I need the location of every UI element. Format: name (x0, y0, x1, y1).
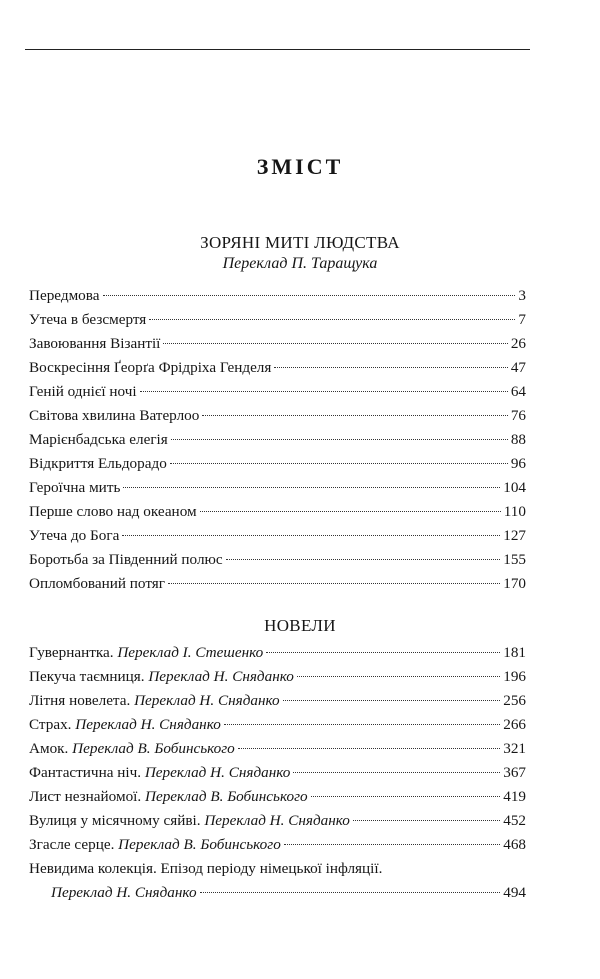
toc-entry[interactable] (29, 356, 526, 380)
section-subtitle: Переклад П. Таращука (222, 255, 378, 272)
leader-dots (200, 892, 501, 893)
entry-page: 170 (503, 575, 526, 592)
section-header-2 (0, 616, 600, 636)
toc-entry[interactable] (29, 833, 526, 857)
entry-page: 127 (503, 527, 526, 544)
entry-translator: Переклад Н. Сняданко (148, 668, 294, 685)
leader-dots (353, 820, 500, 821)
toc-entry[interactable] (29, 284, 526, 308)
entry-page: 155 (503, 551, 526, 568)
entry-translator: Переклад В. Бобинського (118, 836, 281, 853)
entry-title: Літня новелета. (29, 692, 131, 709)
entry-title: Героїчна мить (29, 479, 121, 496)
entry-page: 266 (503, 716, 526, 733)
entry-title: Завоювання Візантії (29, 335, 161, 352)
toc-entry[interactable] (29, 572, 526, 596)
section-header-1 (0, 233, 600, 273)
entry-page: 96 (510, 455, 526, 472)
toc-entry[interactable] (29, 737, 526, 761)
leader-dots (283, 700, 501, 701)
entry-title: Невидима колекція. Епізод періоду німецької інфляції. (29, 860, 383, 877)
entry-title: Вулиця у місячному сяйві. (29, 812, 201, 829)
leader-dots (274, 367, 507, 368)
entry-page: 494 (503, 884, 526, 901)
entry-translator: Переклад Н. Сняданко (144, 764, 291, 781)
toc-entry[interactable] (29, 308, 526, 332)
entry-title: Згасле серце. (29, 836, 115, 853)
toc-entry[interactable] (29, 809, 526, 833)
entry-title: Світова хвилина Ватерлоо (29, 407, 200, 424)
section-title: ЗОРЯНІ МИТІ ЛЮДСТВА (200, 233, 400, 252)
leader-dots (238, 748, 500, 749)
entry-title: Перше слово над океаном (29, 503, 197, 520)
leader-dots (140, 391, 508, 392)
leader-dots (297, 676, 500, 677)
entry-title: Воскресіння Ґеорґа Фрідріха Генделя (29, 359, 272, 376)
entry-translator: Переклад Н. Сняданко (134, 692, 280, 709)
toc-entry[interactable] (29, 713, 526, 737)
entry-page: 256 (503, 692, 526, 709)
leader-dots (171, 439, 508, 440)
entry-page: 468 (503, 836, 526, 853)
leader-dots (202, 415, 507, 416)
leader-dots (226, 559, 501, 560)
entry-translator: Переклад Н. Сняданко (51, 884, 197, 901)
toc-list-section-2 (29, 641, 526, 905)
entry-title: Боротьба за Південний полюс (29, 551, 223, 568)
toc-entry[interactable] (29, 548, 526, 572)
entry-page: 7 (518, 311, 526, 328)
entry-translator: Переклад Н. Сняданко (75, 716, 221, 733)
entry-title: Страх. (29, 716, 72, 733)
entry-title: Утеча в безсмертя (29, 311, 147, 328)
entry-page: 3 (518, 287, 526, 304)
entry-title: Амок. (29, 740, 69, 757)
entry-translator: Переклад В. Бобинського (144, 788, 308, 805)
entry-page: 452 (503, 812, 526, 829)
entry-translator: Переклад В. Бобинського (72, 740, 235, 757)
toc-entry[interactable] (29, 452, 526, 476)
entry-page: 110 (503, 503, 526, 520)
entry-title: Опломбований потяг (29, 575, 165, 592)
entry-page: 47 (510, 359, 526, 376)
toc-entry[interactable] (29, 476, 526, 500)
toc-entry[interactable] (29, 665, 526, 689)
toc-entry[interactable] (29, 689, 526, 713)
leader-dots (200, 511, 501, 512)
top-rule (25, 49, 530, 50)
leader-dots (122, 535, 500, 536)
leader-dots (168, 583, 500, 584)
leader-dots (293, 772, 500, 773)
entry-page: 181 (503, 644, 526, 661)
toc-entry[interactable] (29, 380, 526, 404)
entry-title: Фантастична ніч. (29, 764, 142, 781)
entry-page: 26 (510, 335, 526, 352)
leader-dots (149, 319, 515, 320)
toc-entry[interactable] (29, 404, 526, 428)
leader-dots (170, 463, 508, 464)
section-title: НОВЕЛИ (264, 616, 336, 635)
toc-entry[interactable] (29, 524, 526, 548)
leader-dots (103, 295, 516, 296)
entry-title: Утеча до Бога (29, 527, 120, 544)
leader-dots (266, 652, 500, 653)
entry-translator: Переклад Н. Сняданко (204, 812, 350, 829)
entry-page: 76 (510, 407, 526, 424)
toc-entry[interactable] (29, 428, 526, 452)
leader-dots (123, 487, 500, 488)
page-title: ЗМІСТ (256, 154, 344, 179)
entry-title: Гувернантка. (29, 644, 114, 661)
entry-title: Пекуча таємниця. (29, 668, 145, 685)
toc-entry-title-line[interactable] (29, 857, 526, 881)
toc-entry[interactable] (29, 332, 526, 356)
entry-page: 104 (503, 479, 526, 496)
leader-dots (224, 724, 500, 725)
toc-list-section-1 (29, 284, 526, 596)
entry-translator: Переклад І. Стешенко (117, 644, 264, 661)
entry-page: 321 (503, 740, 526, 757)
toc-entry[interactable] (29, 785, 526, 809)
entry-page: 88 (510, 431, 526, 448)
entry-title: Геній однієї ночі (29, 383, 137, 400)
toc-entry[interactable] (29, 761, 526, 785)
entry-title: Передмова (29, 287, 100, 304)
leader-dots (311, 796, 501, 797)
entry-page: 367 (503, 764, 526, 781)
toc-entry-continuation[interactable] (29, 881, 526, 905)
toc-entry[interactable] (29, 500, 526, 524)
entry-page: 419 (503, 788, 526, 805)
entry-title: Марієнбадська елегія (29, 431, 168, 448)
entry-page: 196 (503, 668, 526, 685)
toc-entry[interactable] (29, 641, 526, 665)
leader-dots (163, 343, 507, 344)
entry-title: Відкриття Ельдорадо (29, 455, 167, 472)
leader-dots (284, 844, 500, 845)
entry-title: Лист незнайомої. (29, 788, 142, 805)
entry-page: 64 (510, 383, 526, 400)
